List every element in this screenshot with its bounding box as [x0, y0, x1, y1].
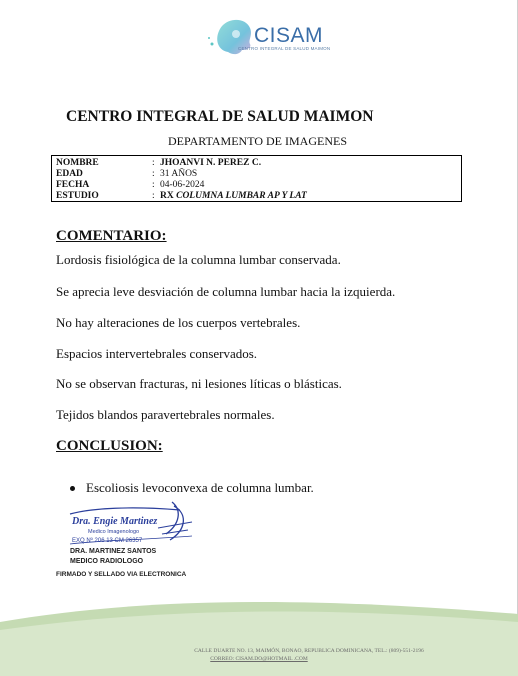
info-colon: :	[152, 180, 155, 190]
info-label: FECHA	[56, 180, 90, 190]
study-prefix: RX	[160, 191, 174, 201]
comentario-line: No hay alteraciones de los cuerpos vertebrales.	[56, 315, 301, 330]
info-value: 04-06-2024	[160, 180, 205, 190]
study-name: COLUMNA LUMBAR AP Y LAT	[176, 191, 307, 201]
stamp-license: EXQ Nº 206 13 CM 26357	[72, 538, 143, 544]
doctor-role: MEDICO RADIOLOGO	[70, 558, 144, 565]
comentario-line: No se observan fracturas, ni lesiones líticas o blásticas.	[56, 376, 342, 391]
conclusion-item	[70, 480, 314, 496]
info-value: 31 AÑOS	[160, 169, 198, 179]
signature-note: FIRMADO Y SELLADO VIA ELECTRONICA	[56, 571, 187, 578]
page-title: CENTRO INTEGRAL DE SALUD MAIMON	[66, 108, 374, 125]
footer-address: CALLE DUARTE NO. 13, MAIMÓN, BONAO, REPUBLICA DOMINICANA, TEL.: (809)-551-2196	[194, 648, 424, 654]
comentario-line: Tejidos blandos paravertebrales normales.	[56, 407, 275, 422]
stamp-title: Medico Imagenologo	[88, 529, 140, 535]
info-label: NOMBRE	[56, 158, 99, 168]
info-colon: :	[152, 169, 155, 179]
doctor-name: DRA. MARTINEZ SANTOS	[70, 548, 157, 555]
logo-brand: CISAM	[254, 24, 324, 47]
info-value	[160, 190, 307, 202]
stamp-name: Dra. Engie Martinez	[72, 516, 158, 527]
bullet-icon	[70, 486, 75, 491]
info-colon: :	[152, 158, 155, 168]
info-label: ESTUDIO	[56, 191, 99, 201]
conclusion-text: Escoliosis levoconvexa de columna lumbar.	[86, 480, 314, 495]
patient-info-box	[51, 155, 462, 202]
comentario-line: Se aprecia leve desviación de columna lumbar hacia la izquierda.	[56, 284, 396, 299]
department-label: DEPARTAMENTO DE IMAGENES	[168, 134, 347, 148]
comentario-line: Espacios intervertebrales conservados.	[56, 346, 258, 361]
info-label: EDAD	[56, 169, 83, 179]
footer-email[interactable]: CORREO: CISAM.DO@HOTMAIL .COM	[210, 656, 308, 662]
comentario-line: Lordosis fisiológica de la columna lumbar conservada.	[56, 252, 341, 267]
conclusion-heading: CONCLUSION:	[56, 438, 163, 454]
comentario-heading: COMENTARIO:	[56, 228, 167, 244]
info-colon: :	[152, 191, 155, 201]
info-value: JHOANVI N. PEREZ C.	[160, 158, 262, 168]
footer-wave	[0, 600, 518, 676]
signature-stamp	[62, 500, 202, 550]
logo-tagline: CENTRO INTEGRAL DE SALUD MAIMON	[238, 46, 331, 51]
